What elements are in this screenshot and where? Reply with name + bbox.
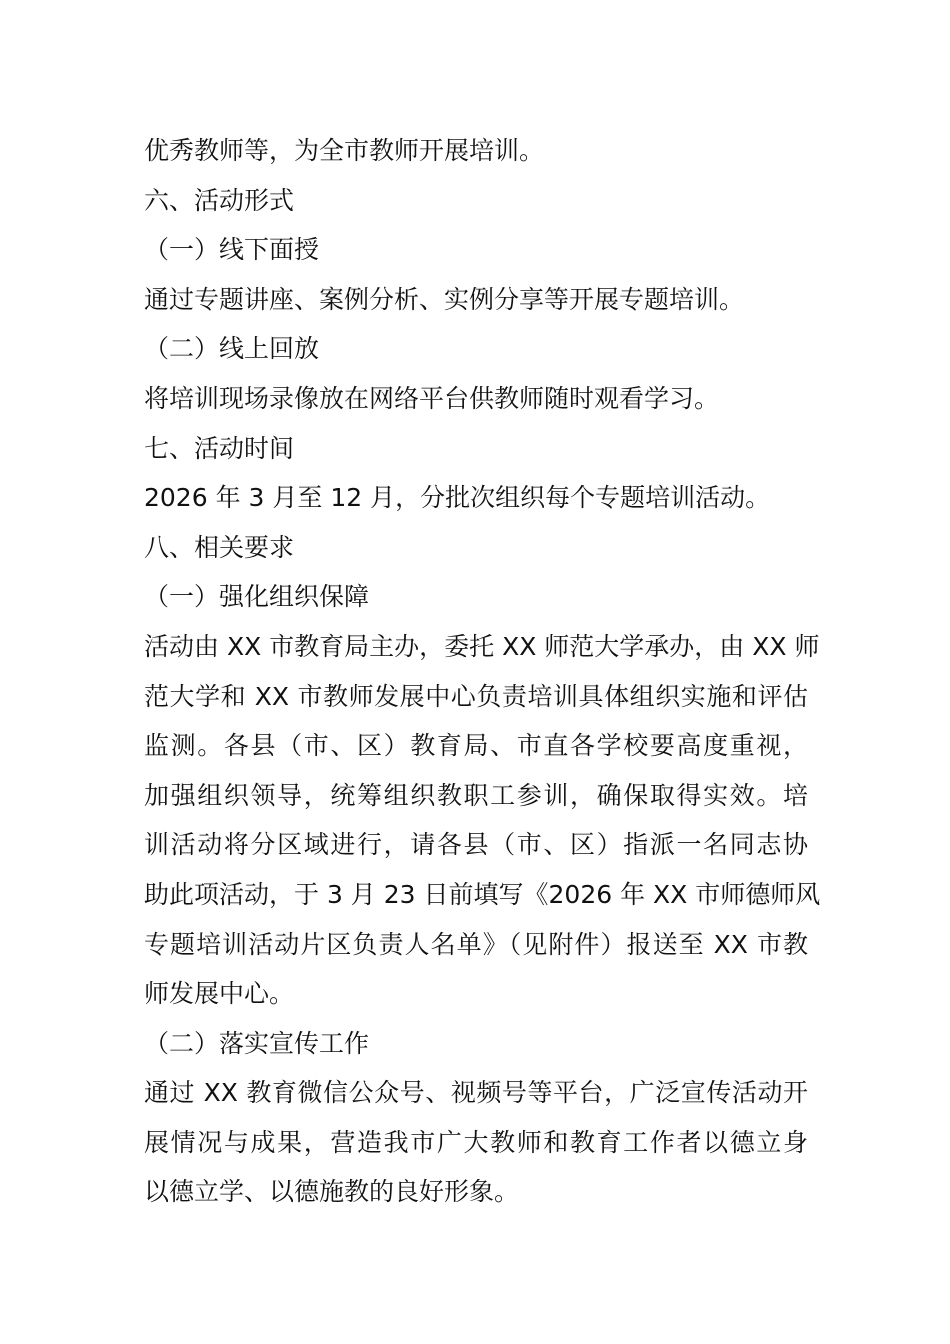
paragraph-line: 范大学和 XX 市教师发展中心负责培训具体组织实施和评估 — [144, 681, 808, 711]
paragraph-line: 师发展中心。 — [144, 979, 295, 1009]
section-heading-activity-time: 七、活动时间 — [144, 433, 295, 463]
subheading-offline-teaching: （一）线下面授 — [144, 235, 320, 265]
section-heading-requirements: 八、相关要求 — [144, 532, 295, 562]
subheading-publicity-work: （二）落实宣传工作 — [144, 1028, 370, 1058]
paragraph-line: 助此项活动，于 3 月 23 日前填写《2026 年 XX 市师德师风 — [144, 879, 821, 909]
document-body — [144, 126, 821, 1217]
paragraph-line: 加强组织领导，统筹组织教职工参训，确保取得实效。培 — [144, 780, 808, 810]
section-heading-activity-format: 六、活动形式 — [144, 185, 295, 215]
paragraph-line: 通过专题讲座、案例分析、实例分享等开展专题培训。 — [144, 284, 745, 314]
paragraph-line: 2026 年 3 月至 12 月，分批次组织每个专题培训活动。 — [144, 483, 771, 513]
paragraph-line: 将培训现场录像放在网络平台供教师随时观看学习。 — [144, 383, 720, 413]
paragraph-line: 通过 XX 教育微信公众号、视频号等平台，广泛宣传活动开 — [144, 1078, 808, 1108]
subheading-organization-guarantee: （一）强化组织保障 — [144, 582, 370, 612]
paragraph-line: 活动由 XX 市教育局主办，委托 XX 师范大学承办，由 XX 师 — [144, 631, 820, 661]
paragraph-line: 训活动将分区域进行，请各县（市、区）指派一名同志协 — [144, 830, 808, 860]
paragraph-line: 监测。各县（市、区）教育局、市直各学校要高度重视， — [144, 731, 808, 761]
subheading-online-replay: （二）线上回放 — [144, 334, 320, 364]
paragraph-line: 专题培训活动片区负责人名单》（见附件）报送至 XX 市教 — [144, 929, 808, 959]
paragraph-line: 展情况与成果，营造我市广大教师和教育工作者以德立身 — [144, 1127, 808, 1157]
paragraph-line: 优秀教师等，为全市教师开展培训。 — [144, 136, 545, 165]
paragraph-line: 以德立学、以德施教的良好形象。 — [144, 1177, 520, 1207]
